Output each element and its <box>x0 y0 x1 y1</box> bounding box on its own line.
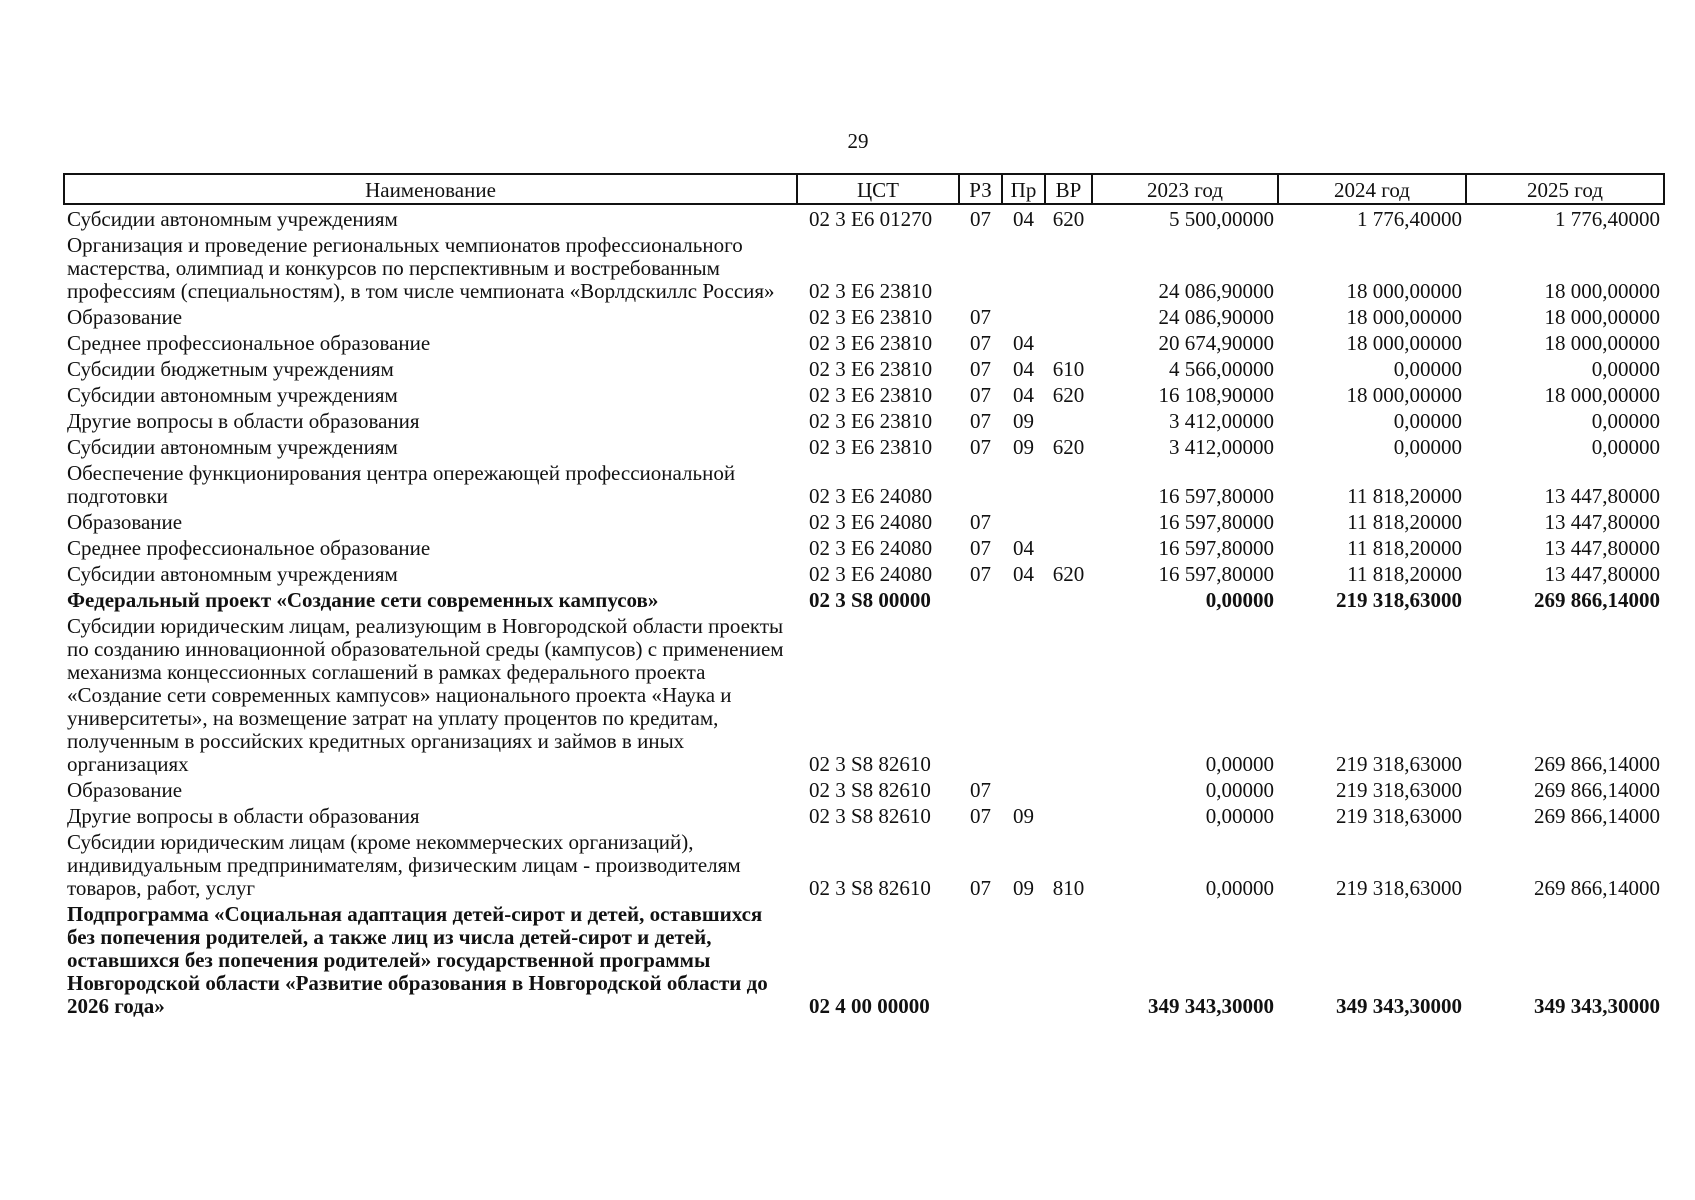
cell-pr: 09 <box>1013 435 1034 459</box>
cell-2023: 0,00000 <box>1205 778 1274 802</box>
cell-vr <box>1045 329 1092 355</box>
cell-2025: 18 000,00000 <box>1544 383 1660 407</box>
cell-2023: 4 566,00000 <box>1169 357 1274 381</box>
header-cst: ЦСТ <box>797 174 959 204</box>
cell-cst: 02 3 Е6 24080 <box>809 510 933 534</box>
cell-2025: 18 000,00000 <box>1544 279 1660 303</box>
cell-2024: 11 818,20000 <box>1347 562 1462 586</box>
cell-cst: 02 3 Е6 23810 <box>809 409 933 433</box>
cell-cst: 02 3 S8 82610 <box>809 778 931 802</box>
table-row <box>64 560 1664 586</box>
cell-2024: 219 318,63000 <box>1336 804 1462 828</box>
table-row <box>64 381 1664 407</box>
cell-2025: 13 447,80000 <box>1544 510 1660 534</box>
cell-cst: 02 3 Е6 23810 <box>809 357 933 381</box>
cell-vr <box>1045 586 1092 612</box>
cell-name: Субсидии бюджетным учреждениям <box>67 357 394 381</box>
cell-name: Субсидии автономным учреждениям <box>67 435 398 459</box>
cell-2025: 269 866,14000 <box>1534 778 1660 802</box>
cell-2023: 16 597,80000 <box>1158 562 1274 586</box>
cell-name: Организация и проведение региональных чемпионатов профессионального мастерства, олимпиад и конкурсов по перспективным и востребованным профессиям (специальностям), в том числе чемпионата «Ворлдскиллс Россия» <box>67 233 775 303</box>
cell-rz: 07 <box>970 357 991 381</box>
cell-2024: 11 818,20000 <box>1347 484 1462 508</box>
cell-vr <box>1045 776 1092 802</box>
cell-2025: 13 447,80000 <box>1544 536 1660 560</box>
cell-vr <box>1045 534 1092 560</box>
table-body <box>64 204 1664 1018</box>
table-row <box>64 303 1664 329</box>
cell-vr <box>1045 612 1092 776</box>
cell-rz: 07 <box>970 804 991 828</box>
header-2024: 2024 год <box>1278 174 1466 204</box>
cell-pr: 04 <box>1013 357 1034 381</box>
cell-cst: 02 3 S8 82610 <box>809 876 931 900</box>
cell-2024: 219 318,63000 <box>1336 876 1462 900</box>
cell-2023: 3 412,00000 <box>1169 409 1274 433</box>
cell-2024: 0,00000 <box>1393 357 1462 381</box>
cell-name: Субсидии автономным учреждениям <box>67 562 398 586</box>
cell-vr <box>1045 407 1092 433</box>
cell-pr <box>1002 900 1045 1018</box>
cell-pr: 04 <box>1013 207 1034 231</box>
table-row <box>64 459 1664 508</box>
cell-cst: 02 4 00 00000 <box>809 994 930 1018</box>
cell-name: Обеспечение функционирования центра опережающей профессиональной подготовки <box>67 461 736 508</box>
header-pr: Пр <box>1002 174 1045 204</box>
cell-2023: 0,00000 <box>1205 752 1274 776</box>
cell-name: Субсидии автономным учреждениям <box>67 207 398 231</box>
cell-vr <box>1045 459 1092 508</box>
cell-vr: 620 <box>1052 383 1085 407</box>
cell-cst: 02 3 Е6 23810 <box>809 383 933 407</box>
cell-name: Образование <box>67 305 183 329</box>
cell-2023: 0,00000 <box>1205 876 1274 900</box>
cell-pr: 04 <box>1013 383 1034 407</box>
cell-rz: 07 <box>970 207 991 231</box>
cell-rz: 07 <box>970 876 991 900</box>
cell-2024: 219 318,63000 <box>1336 588 1462 612</box>
cell-pr: 04 <box>1013 331 1034 355</box>
cell-rz: 07 <box>970 562 991 586</box>
cell-2023: 24 086,90000 <box>1158 305 1274 329</box>
cell-rz: 07 <box>970 778 991 802</box>
cell-pr: 04 <box>1013 562 1034 586</box>
cell-2025: 13 447,80000 <box>1544 562 1660 586</box>
table-row <box>64 355 1664 381</box>
cell-rz: 07 <box>970 331 991 355</box>
table-row <box>64 407 1664 433</box>
cell-cst: 02 3 Е6 24080 <box>809 562 933 586</box>
table-row <box>64 231 1664 303</box>
cell-2025: 269 866,14000 <box>1534 804 1660 828</box>
table-row <box>64 612 1664 776</box>
cell-vr <box>1045 900 1092 1018</box>
cell-2025: 18 000,00000 <box>1544 305 1660 329</box>
cell-cst: 02 3 Е6 24080 <box>809 484 933 508</box>
cell-2025: 0,00000 <box>1591 435 1660 459</box>
cell-2025: 0,00000 <box>1591 409 1660 433</box>
table-row <box>64 586 1664 612</box>
cell-2025: 269 866,14000 <box>1534 876 1660 900</box>
cell-name: Субсидии автономным учреждениям <box>67 383 398 407</box>
cell-vr <box>1045 802 1092 828</box>
table-header-row <box>64 174 1664 204</box>
cell-2024: 18 000,00000 <box>1346 331 1462 355</box>
cell-cst: 02 3 Е6 23810 <box>809 435 933 459</box>
cell-2025: 18 000,00000 <box>1544 331 1660 355</box>
cell-cst: 02 3 S8 82610 <box>809 752 931 776</box>
cell-pr <box>1002 508 1045 534</box>
header-rz: РЗ <box>959 174 1002 204</box>
cell-rz <box>959 586 1002 612</box>
cell-pr: 09 <box>1013 409 1034 433</box>
cell-vr: 810 <box>1052 876 1085 900</box>
cell-2024: 0,00000 <box>1393 435 1462 459</box>
cell-2023: 349 343,30000 <box>1148 994 1274 1018</box>
cell-name: Образование <box>67 510 183 534</box>
cell-vr: 610 <box>1052 357 1085 381</box>
cell-2023: 3 412,00000 <box>1169 435 1274 459</box>
table-row <box>64 900 1664 1018</box>
cell-2024: 18 000,00000 <box>1346 279 1462 303</box>
table-row <box>64 828 1664 900</box>
cell-name: Подпрограмма «Социальная адаптация детей-сирот и детей, оставшихся без попечения родителей, а также лиц из числа детей-сирот и детей, оставшихся без попечения родителей» государственной программы Новгородской области «Развитие образования в Новгородской области до 2026 года» <box>67 902 768 1018</box>
table-row <box>64 802 1664 828</box>
cell-2025: 269 866,14000 <box>1534 588 1660 612</box>
cell-2023: 24 086,90000 <box>1158 279 1274 303</box>
cell-pr <box>1002 459 1045 508</box>
table-row <box>64 534 1664 560</box>
page-number: 29 <box>847 129 869 153</box>
cell-2024: 18 000,00000 <box>1346 305 1462 329</box>
cell-rz: 07 <box>970 409 991 433</box>
cell-2023: 16 108,90000 <box>1158 383 1274 407</box>
cell-pr <box>1002 303 1045 329</box>
cell-2024: 349 343,30000 <box>1336 994 1462 1018</box>
cell-rz <box>959 231 1002 303</box>
cell-pr: 04 <box>1013 536 1034 560</box>
cell-name: Среднее профессиональное образование <box>67 536 431 560</box>
table-row <box>64 508 1664 534</box>
cell-2025: 13 447,80000 <box>1544 484 1660 508</box>
cell-rz: 07 <box>970 383 991 407</box>
cell-pr: 09 <box>1013 804 1034 828</box>
table-row <box>64 776 1664 802</box>
table-row <box>64 433 1664 459</box>
cell-2024: 18 000,00000 <box>1346 383 1462 407</box>
cell-2025: 269 866,14000 <box>1534 752 1660 776</box>
cell-2025: 349 343,30000 <box>1534 994 1660 1018</box>
cell-2023: 0,00000 <box>1205 588 1274 612</box>
cell-name: Субсидии юридическим лицам (кроме некоммерческих организаций), индивидуальным предпринимателям, физическим лицам - производителям товаров, работ, услуг <box>67 830 741 900</box>
cell-cst: 02 3 Е6 23810 <box>809 331 933 355</box>
cell-2023: 16 597,80000 <box>1158 484 1274 508</box>
cell-2024: 0,00000 <box>1393 409 1462 433</box>
cell-rz: 07 <box>970 305 991 329</box>
cell-rz <box>959 612 1002 776</box>
cell-name: Среднее профессиональное образование <box>67 331 431 355</box>
header-2025: 2025 год <box>1466 174 1664 204</box>
cell-rz <box>959 900 1002 1018</box>
cell-pr <box>1002 586 1045 612</box>
cell-cst: 02 3 S8 82610 <box>809 804 931 828</box>
cell-pr <box>1002 612 1045 776</box>
cell-pr <box>1002 776 1045 802</box>
cell-name: Федеральный проект «Создание сети современных кампусов» <box>67 588 659 612</box>
cell-2023: 20 674,90000 <box>1158 331 1274 355</box>
cell-vr: 620 <box>1052 562 1085 586</box>
cell-rz: 07 <box>970 435 991 459</box>
cell-cst: 02 3 Е6 23810 <box>809 305 933 329</box>
cell-vr <box>1045 303 1092 329</box>
cell-rz: 07 <box>970 510 991 534</box>
cell-vr: 620 <box>1052 207 1085 231</box>
cell-rz <box>959 459 1002 508</box>
header-vr: ВР <box>1045 174 1092 204</box>
cell-cst: 02 3 Е6 01270 <box>809 207 933 231</box>
cell-2024: 219 318,63000 <box>1336 752 1462 776</box>
cell-2024: 11 818,20000 <box>1347 536 1462 560</box>
cell-rz: 07 <box>970 536 991 560</box>
cell-2023: 0,00000 <box>1205 804 1274 828</box>
cell-2024: 1 776,40000 <box>1357 207 1462 231</box>
cell-2023: 16 597,80000 <box>1158 536 1274 560</box>
cell-pr <box>1002 231 1045 303</box>
cell-2025: 1 776,40000 <box>1555 207 1660 231</box>
cell-2024: 219 318,63000 <box>1336 778 1462 802</box>
cell-vr <box>1045 508 1092 534</box>
cell-vr: 620 <box>1052 435 1085 459</box>
header-2023: 2023 год <box>1092 174 1278 204</box>
cell-name: Другие вопросы в области образования <box>67 409 420 433</box>
cell-cst: 02 3 Е6 24080 <box>809 536 933 560</box>
table-row <box>64 329 1664 355</box>
cell-vr <box>1045 231 1092 303</box>
table-row <box>64 204 1664 231</box>
cell-name: Другие вопросы в области образования <box>67 804 420 828</box>
cell-2025: 0,00000 <box>1591 357 1660 381</box>
cell-name: Субсидии юридическим лицам, реализующим в Новгородской области проекты по созданию инновационной образовательной среды (кампусов) с применением механизма концессионных соглашений в рамках федерального проекта «Создание сети современных кампусов» национального проекта «Наука и университеты», на возмещение затрат на уплату процентов по кредитам, полученным в российских кредитных организациях и займов в иных организациях <box>67 614 784 776</box>
cell-2023: 5 500,00000 <box>1169 207 1274 231</box>
cell-pr: 09 <box>1013 876 1034 900</box>
cell-cst: 02 3 Е6 23810 <box>809 279 933 303</box>
budget-table <box>63 173 1665 1018</box>
header-name: Наименование <box>64 174 797 204</box>
cell-2024: 11 818,20000 <box>1347 510 1462 534</box>
cell-name: Образование <box>67 778 183 802</box>
cell-cst: 02 3 S8 00000 <box>809 588 931 612</box>
cell-2023: 16 597,80000 <box>1158 510 1274 534</box>
